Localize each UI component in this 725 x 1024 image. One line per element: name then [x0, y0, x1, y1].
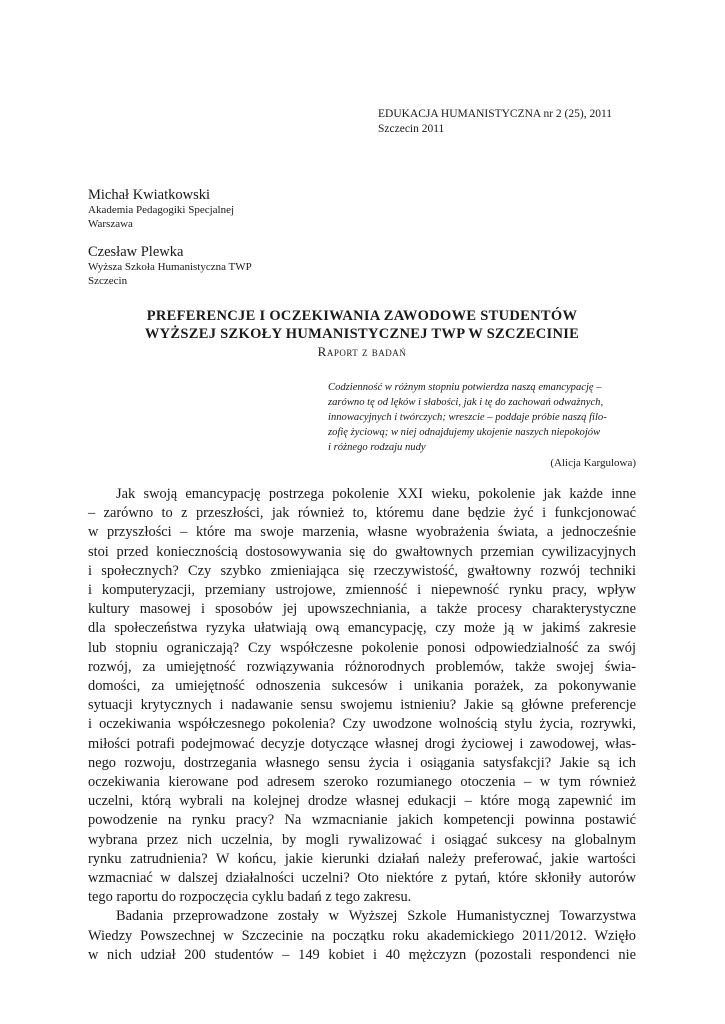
journal-header — [378, 107, 612, 137]
text-line: miłości potrafi podejmować decyzje dotyczące własnej drogi życiowej i zawodowej, włas- — [88, 735, 636, 752]
text-line: wybrana przez nich uczelnia, by mogli rywalizować i osiągać sukcesy na globalnym — [88, 831, 636, 848]
text-line: Wiedzy Powszechnej w Szczecinie na początku roku akademickiego 2011/2012. Wzięło — [88, 927, 636, 944]
body-text — [88, 485, 636, 965]
paragraph-2 — [88, 907, 636, 965]
author-block-1 — [88, 187, 488, 231]
text-line: i oczekiwania współczesnego pokolenia? Czy uwodzone wolnością stylu życia, rozrywki, — [88, 716, 636, 733]
epigraph-line: zarówno tę od lęków i słabości, jak i tę do zachowań odważnych, — [328, 397, 604, 408]
author-affiliation: Wyższa Szkoła Humanistyczna TWP — [88, 261, 252, 273]
text-line: dla społeczeństwa ryzyka ułatwiają ową emancypację, czy może ją w jakimś zakresie — [88, 620, 636, 637]
text-line: rozwój, za umiejętność rozwiązywania różnorodnych problemów, także swojej świa- — [88, 658, 636, 675]
paragraph-1 — [88, 485, 636, 907]
text-line: sytuacji krytycznych i nadawanie sensu swojemu istnieniu? Jakie są główne preferencje — [88, 697, 636, 714]
text-line: nego rozwoju, dostrzegania własnego sensu życia i osiągania satysfakcji? Jakie są ich — [88, 754, 636, 771]
text-line: powodzenie na rynku pracy? Na wzmacnianie jakich kompetencji powinna postawić — [88, 812, 636, 829]
epigraph — [328, 380, 636, 471]
text-line: w nich udział 200 studentów – 149 kobiet i 40 mężczyzn (pozostali respondenci nie — [88, 946, 636, 963]
epigraph-line: innowacyjnych i twórczych; wreszcie – poddaje próbie naszą filo- — [328, 412, 607, 423]
title-line: WYŻSZEJ SZKOŁY HUMANISTYCZNEJ TWP W SZCZECINIE — [144, 326, 580, 342]
epigraph-line: i różnego rodzaju nudy — [328, 442, 426, 453]
author-name: Michał Kwiatkowski — [88, 187, 211, 203]
text-line: i komputeryzacji, przemiany ustrojowe, zmienność i niepewność rynku pracy, wpływ — [88, 582, 636, 599]
text-line: i społecznych? Czy szybko zmieniająca się rzeczywistość, gwałtowny rozwój techniki — [88, 562, 636, 579]
epigraph-line: zofię życiową; w niej odnajdujemy ukojenie naszych niepokojów — [328, 427, 601, 438]
article-subtitle: Raport z badań — [317, 344, 407, 359]
text-line: w przyszłości – które ma swoje marzenia, własne wyobrażenia świata, a jednocześnie — [88, 524, 636, 541]
text-line: domości, za umiejętność odnoszenia sukcesów i unikania porażek, za pokonywanie — [88, 678, 636, 695]
epigraph-author: (Alicja Kargulowa) — [550, 457, 636, 469]
author-block-2 — [88, 244, 488, 288]
author-city: Warszawa — [88, 217, 133, 230]
epigraph-line: Codzienność w różnym stopniu potwierdza naszą emancypację – — [328, 382, 602, 393]
text-line: Badania przeprowadzone zostały w Wyższej Szkole Humanistycznej Towarzystwa — [116, 908, 636, 925]
text-line: tego raportu do rozpoczęcia cyklu badań z tego zakresu. — [88, 889, 412, 906]
author-city: Szczecin — [88, 274, 128, 287]
text-line: oczekiwania kierowane pod adresem szeroko rozumianego otoczenia – w tym również — [88, 774, 636, 791]
text-line: wzmacniać w dalszej działalności uczelni? Oto niektóre z pytań, które skłoniły autorów — [88, 870, 636, 887]
text-line: kultury masowej i sposobów jej upowszechniania, a także procesy charakterystyczne — [88, 601, 636, 618]
text-line: Jak swoją emancypację postrzega pokolenie XXI wieku, pokolenie jak każde inne — [116, 486, 636, 502]
article-title — [88, 307, 636, 360]
title-line: PREFERENCJE I OCZEKIWANIA ZAWODOWE STUDENTÓW — [146, 308, 578, 324]
journal-place-year: Szczecin 2011 — [378, 123, 445, 135]
author-name: Czesław Plewka — [88, 244, 184, 260]
text-line: – zarówno to z przeszłości, jak również to, któremu dane będzie żyć i funkcjonować — [88, 505, 636, 522]
author-affiliation: Akademia Pedagogiki Specjalnej — [88, 204, 235, 216]
text-line: rynku zatrudnienia? W końcu, jakie kierunki działań należy preferować, jakie wartości — [88, 850, 636, 867]
journal-issue: EDUKACJA HUMANISTYCZNA nr 2 (25), 2011 — [378, 108, 613, 120]
text-line: lub stopniu ograniczają? Czy współczesne pokolenie ponosi odpowiedzialność za swój — [88, 639, 636, 656]
text-line: stoi przed koniecznością dostosowywania się do gwałtownych przemian cywilizacyjnych — [88, 543, 636, 560]
text-line: uczelni, którą wybrali na kolejnej drodze własnej edukacji – które mogą zapewnić im — [88, 793, 636, 810]
